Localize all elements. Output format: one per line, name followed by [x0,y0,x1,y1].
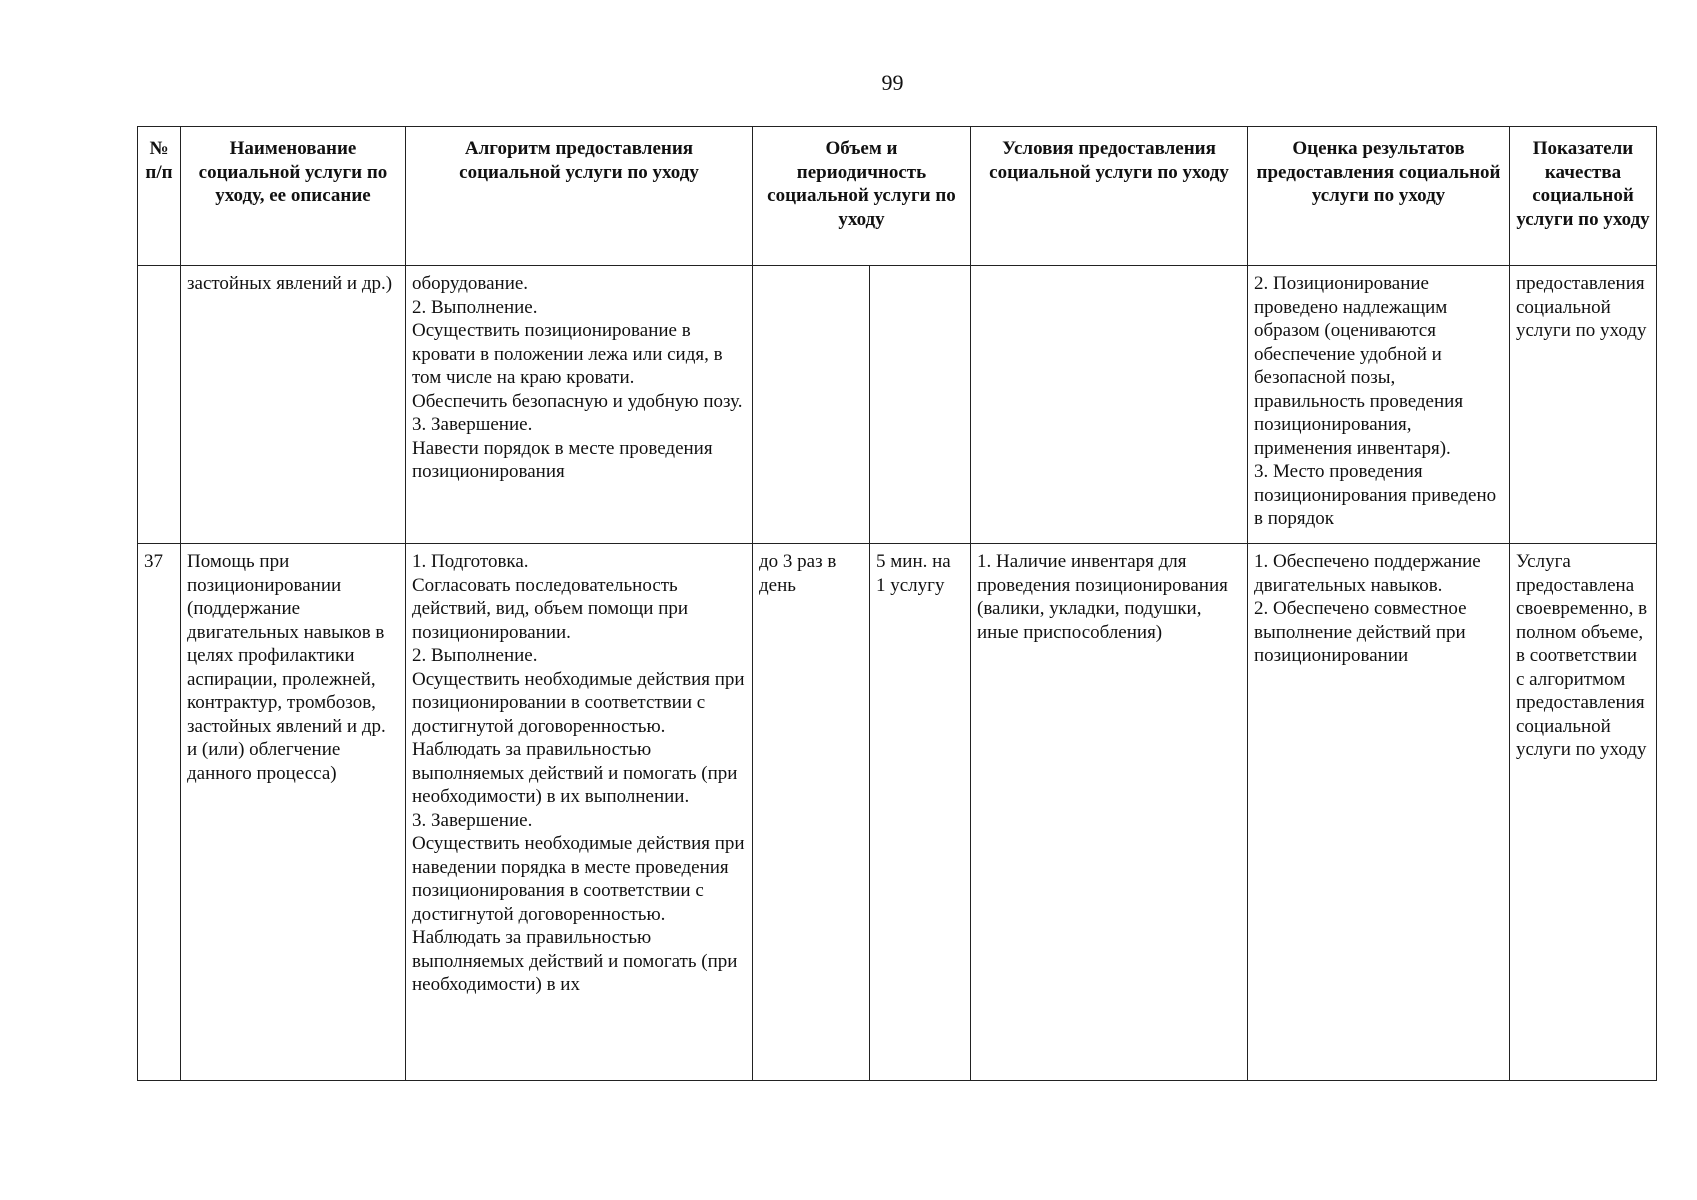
cell-frequency: до 3 раз в день [753,544,870,1081]
cell-duration [870,266,971,544]
cell-name: застойных явлений и др.) [181,266,406,544]
cell-duration: 5 мин. на 1 услугу [870,544,971,1081]
cell-quality: предоставления социальной услуги по уходу [1510,266,1657,544]
cell-frequency [753,266,870,544]
header-name: Наименование социальной услуги по уходу, ее описание [181,127,406,266]
cell-quality: Услуга предоставлена своевременно, в полном объеме, в соответствии с алгоритмом предоставления социальной услуги по уходу [1510,544,1657,1081]
cell-conditions [971,266,1248,544]
cell-name: Помощь при позиционировании (поддержание двигательных навыков в целях профилактики аспирации, пролежней, контрактур, тромбозов, застойных явлений и др. и (или) облегчение данного процесса) [181,544,406,1081]
cell-algorithm: оборудование. 2. Выполнение. Осуществить позиционирование в кровати в положении лежа или сидя, в том числе на краю кровати. Обеспечить безопасную и удобную позу. 3. Завершение. Навести порядок в месте проведения позиционирования [406,266,753,544]
cell-num: 37 [138,544,181,1081]
table-header-row [138,127,1657,266]
cell-algorithm: 1. Подготовка. Согласовать последовательность действий, вид, объем помощи при позиционировании. 2. Выполнение. Осуществить необходимые действия при позиционировании в соответствии с достигнутой договоренностью. Наблюдать за правильностью выполняемых действий и помогать (при необходимости) в их выполнении. 3. Завершение. Осуществить необходимые действия при наведении порядка в месте проведения позиционирования в соответствии с достигнутой договоренностью. Наблюдать за правильностью выполняемых действий и помогать (при необходимости) в их [406,544,753,1081]
table-row [138,544,1657,1081]
cell-evaluation: 2. Позиционирование проведено надлежащим образом (оцениваются обеспечение удобной и безопасной позы, правильность проведения позиционирования, применения инвентаря). 3. Место проведения позиционирования приведено в порядок [1248,266,1510,544]
cell-conditions: 1. Наличие инвентаря для проведения позиционирования (валики, укладки, подушки, иные приспособления) [971,544,1248,1081]
cell-num [138,266,181,544]
page-number: 99 [881,70,904,95]
header-evaluation: Оценка результатов предоставления социальной услуги по уходу [1248,127,1510,266]
header-quality: Показатели качества социальной услуги по уходу [1510,127,1657,266]
cell-evaluation: 1. Обеспечено поддержание двигательных навыков. 2. Обеспечено совместное выполнение действий при позиционировании [1248,544,1510,1081]
header-conditions: Условия предоставления социальной услуги по уходу [971,127,1248,266]
service-table [137,126,1657,1081]
header-volume: Объем и периодичность социальной услуги по уходу [753,127,971,266]
header-num: № п/п [138,127,181,266]
table-row [138,266,1657,544]
header-algorithm: Алгоритм предоставления социальной услуги по уходу [406,127,753,266]
